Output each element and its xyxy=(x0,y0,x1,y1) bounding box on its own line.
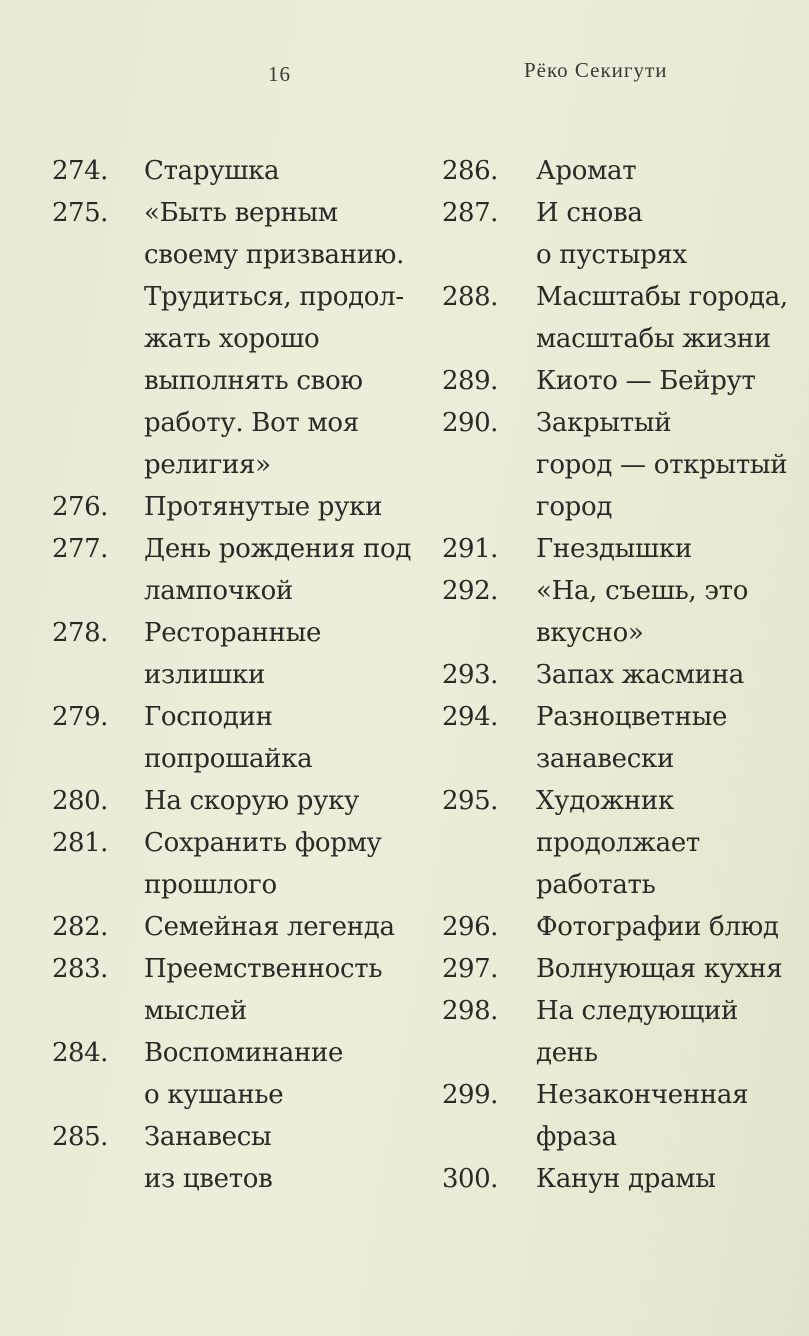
entry-title: Сохранить форму прошлого xyxy=(144,828,382,900)
entry-title: Старушка xyxy=(144,156,280,186)
entry-number: 284. xyxy=(52,1038,108,1068)
entry-number: 291. xyxy=(442,534,498,564)
list-item xyxy=(52,150,432,192)
list-item xyxy=(52,822,432,906)
entry-title: Киото — Бейрут xyxy=(536,366,756,396)
entry-number: 278. xyxy=(52,618,108,648)
list-item xyxy=(52,948,432,1032)
entry-title: Семейная легенда xyxy=(144,912,395,942)
entry-number: 286. xyxy=(442,156,498,186)
entry-title: Незаконченная фраза xyxy=(536,1080,749,1152)
entry-number: 277. xyxy=(52,534,108,564)
list-item xyxy=(52,1116,432,1200)
left-column xyxy=(52,150,432,1200)
entry-number: 292. xyxy=(442,576,498,606)
list-item xyxy=(52,1032,432,1116)
entry-title: Канун драмы xyxy=(536,1164,716,1194)
list-item xyxy=(52,192,432,486)
list-item xyxy=(442,402,802,528)
list-item xyxy=(442,1074,802,1158)
entry-title: Воспоминание о кушанье xyxy=(144,1038,344,1110)
list-item xyxy=(52,486,432,528)
list-item xyxy=(52,528,432,612)
entry-number: 298. xyxy=(442,996,498,1026)
list-item xyxy=(52,612,432,696)
entry-number: 288. xyxy=(442,282,498,312)
list-item xyxy=(442,1158,802,1200)
entry-number: 295. xyxy=(442,786,498,816)
entry-title: «Быть верным своему призванию. Трудиться, продол- жать хорошо выполнять свою работу. Вот моя религия» xyxy=(144,198,405,480)
list-item xyxy=(442,948,802,990)
entry-title: На следующий день xyxy=(536,996,739,1068)
entry-number: 290. xyxy=(442,408,498,438)
entry-number: 287. xyxy=(442,198,498,228)
list-item xyxy=(442,360,802,402)
entry-title: Масштабы города, масштабы жизни xyxy=(536,282,788,354)
list-item xyxy=(442,276,802,360)
list-item xyxy=(52,696,432,780)
list-item xyxy=(442,780,802,906)
running-head-author: Рёко Секигути xyxy=(524,58,668,82)
entry-number: 297. xyxy=(442,954,498,984)
entry-title: На скорую руку xyxy=(144,786,360,816)
list-item xyxy=(442,570,802,654)
entry-title: Преемственность мыслей xyxy=(144,954,383,1026)
entry-title: Художник продолжает работать xyxy=(536,786,700,900)
page-header xyxy=(0,58,809,92)
list-item xyxy=(442,150,802,192)
entry-title: Разноцветные занавески xyxy=(536,702,728,774)
right-column xyxy=(442,150,802,1200)
list-item xyxy=(442,192,802,276)
list-item xyxy=(52,906,432,948)
entry-number: 276. xyxy=(52,492,108,522)
entry-title: Волнующая кухня xyxy=(536,954,783,984)
list-item xyxy=(442,990,802,1074)
entry-number: 274. xyxy=(52,156,108,186)
entry-number: 280. xyxy=(52,786,108,816)
entry-title: И снова о пустырях xyxy=(536,198,687,270)
entry-title: Закрытый город — открытый город xyxy=(536,408,788,522)
entry-title: Аромат xyxy=(536,156,637,186)
page-number: 16 xyxy=(268,62,291,86)
entry-title: Запах жасмина xyxy=(536,660,744,690)
entry-title: День рождения под лампочкой xyxy=(144,534,412,606)
entry-title: Господин попрошайка xyxy=(144,702,313,774)
entry-number: 285. xyxy=(52,1122,108,1152)
list-item xyxy=(52,780,432,822)
entry-number: 300. xyxy=(442,1164,498,1194)
entry-number: 296. xyxy=(442,912,498,942)
entry-number: 293. xyxy=(442,660,498,690)
list-item xyxy=(442,528,802,570)
entry-title: «На, съешь, это вкусно» xyxy=(536,576,749,648)
entry-number: 299. xyxy=(442,1080,498,1110)
entry-title: Протянутые руки xyxy=(144,492,383,522)
list-item xyxy=(442,654,802,696)
entry-title: Занавесы из цветов xyxy=(144,1122,273,1194)
entry-number: 289. xyxy=(442,366,498,396)
entry-title: Гнездышки xyxy=(536,534,692,564)
entry-number: 282. xyxy=(52,912,108,942)
entry-number: 294. xyxy=(442,702,498,732)
entry-title: Фотографии блюд xyxy=(536,912,779,942)
entry-number: 281. xyxy=(52,828,108,858)
list-item xyxy=(442,696,802,780)
list-item xyxy=(442,906,802,948)
entry-number: 279. xyxy=(52,702,108,732)
entry-number: 283. xyxy=(52,954,108,984)
entry-title: Ресторанные излишки xyxy=(144,618,322,690)
entry-number: 275. xyxy=(52,198,108,228)
